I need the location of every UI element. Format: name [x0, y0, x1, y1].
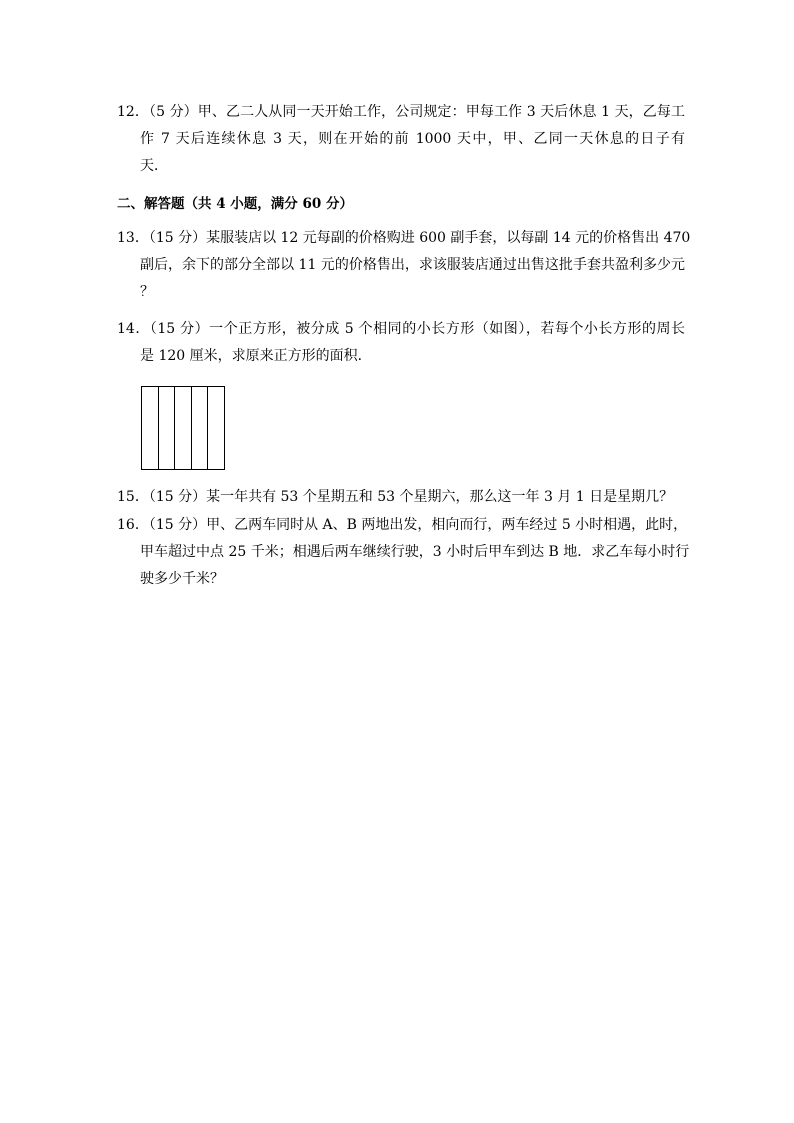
square-five-rectangles-figure — [141, 386, 225, 470]
section-heading — [117, 191, 685, 218]
question-12-line-3: 天． — [140, 158, 168, 174]
question-13 — [117, 225, 691, 306]
question-16 — [117, 512, 690, 593]
question-16-line-1: 16．（15 分）甲、乙两车同时从 A、B 两地出发，相向而行，两车经过 5 小时相遇，此时， — [117, 517, 688, 533]
question-13-line-2: 副后，余下的部分全部以 11 元的价格售出，求该服装店通过出售这批手套共盈利多少元 — [140, 257, 685, 273]
rectangle-strip — [208, 387, 224, 469]
question-14 — [117, 316, 685, 370]
question-16-line-3: 驶多少千米？ — [140, 571, 224, 587]
question-13-line-3: ？ — [140, 284, 154, 300]
rectangle-strip — [159, 387, 176, 469]
rectangle-strip — [142, 387, 159, 469]
section-2-heading: 二、解答题（共 4 小题，满分 60 分） — [117, 196, 353, 212]
question-12-line-1: 12．（5 分）甲、乙二人从同一天开始工作，公司规定：甲每工作 3 天后休息 1 天，乙每工 — [117, 104, 685, 120]
question-14-line-2: 是 120 厘米，求原来正方形的面积． — [140, 348, 372, 364]
question-15 — [117, 484, 685, 511]
question-13-line-1: 13．（15 分）某服装店以 12 元每副的价格购进 600 副手套，以每副 14 元的价格售出 470 — [117, 230, 691, 246]
question-14-line-1: 14．（15 分）一个正方形，被分成 5 个相同的小长方形（如图），若每个小长方形的周长 — [117, 321, 685, 337]
question-15-line-1: 15．（15 分）某一年共有 53 个星期五和 53 个星期六，那么这一年 3 月 1 日是星期几？ — [117, 489, 674, 505]
question-12-line-2: 作 7 天后连续休息 3 天，则在开始的前 1000 天中，甲、乙同一天休息的日子有 — [140, 131, 685, 147]
question-16-line-2: 甲车超过中点 25 千米；相遇后两车继续行驶，3 小时后甲车到达 B 地．求乙车每小时行 — [140, 544, 690, 560]
rectangle-strip — [192, 387, 209, 469]
question-12 — [117, 99, 685, 180]
rectangle-strip — [175, 387, 192, 469]
